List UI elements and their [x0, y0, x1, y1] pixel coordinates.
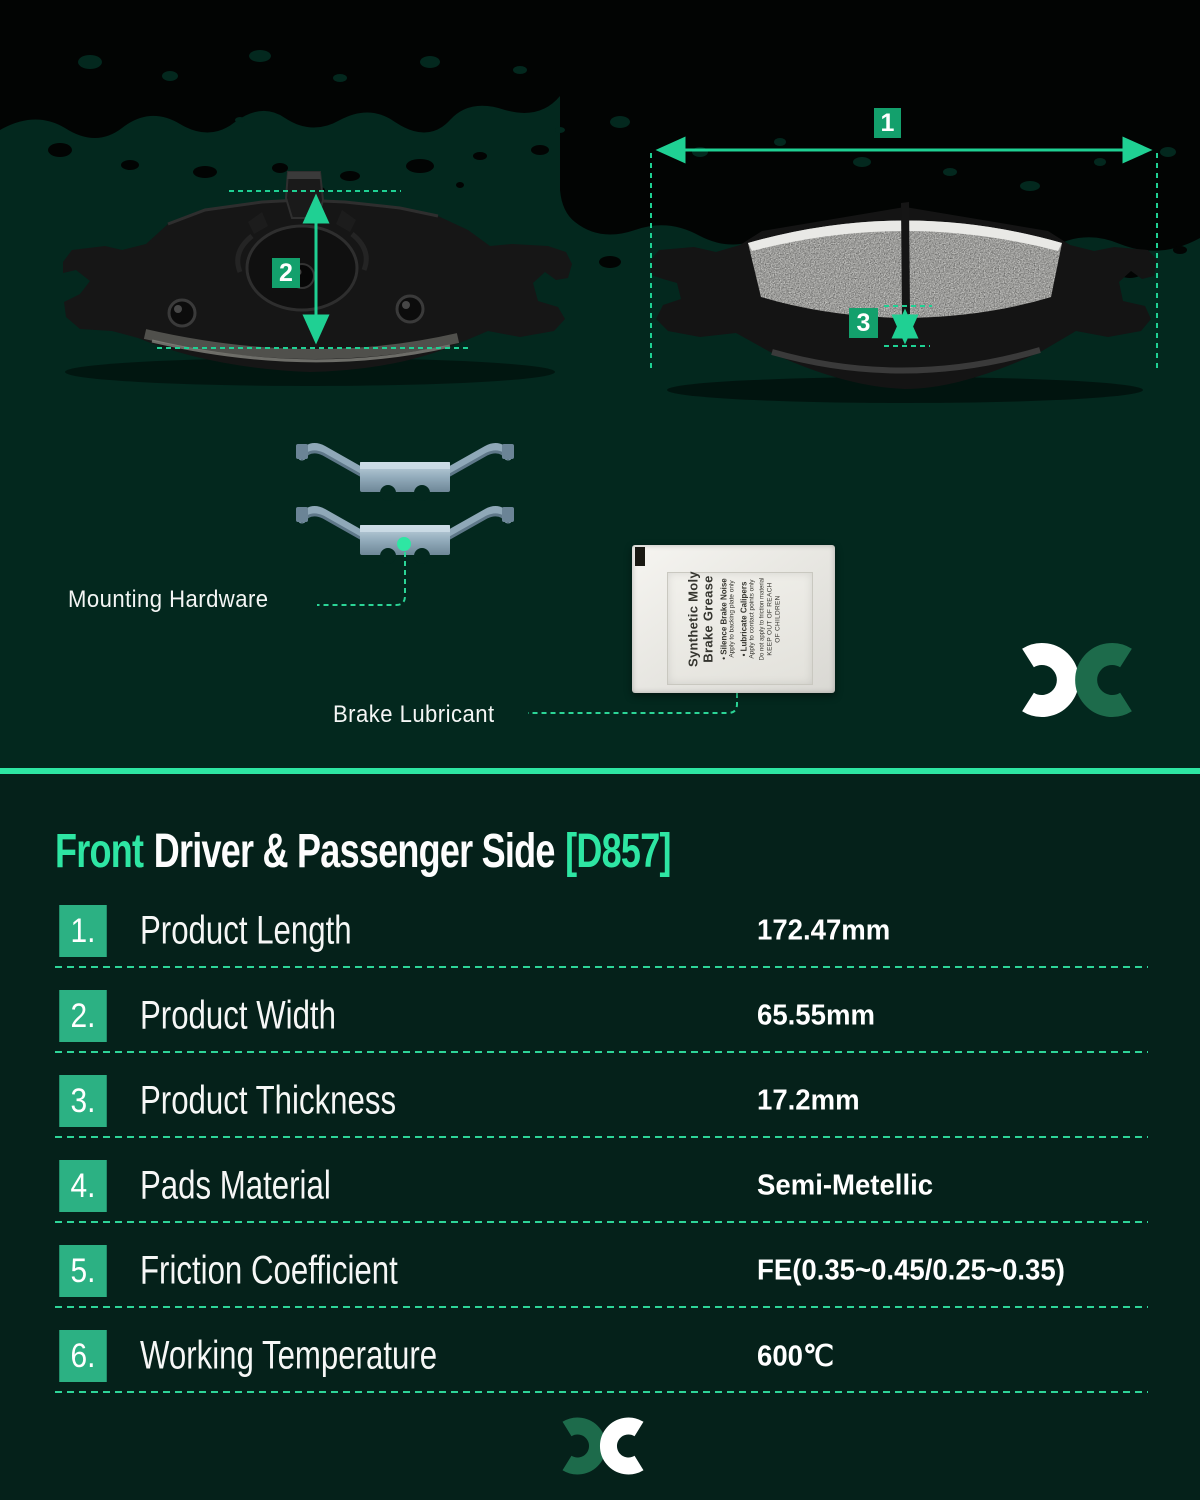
packet-bullet-2-note: Apply to contact points only	[747, 579, 755, 659]
spec-row-value: 17.2mm	[757, 1084, 860, 1117]
spec-row-label: Product Width	[140, 993, 336, 1038]
spec-row-value: FE(0.35~0.45/0.25~0.35)	[757, 1254, 1065, 1287]
spec-row-number: 1.	[59, 905, 107, 957]
packet-title-line1: Synthetic Moly	[684, 571, 700, 667]
spec-row-working-temperature	[0, 1330, 1200, 1382]
spec-row-number: 5.	[59, 1245, 107, 1297]
spec-title-code: [D857]	[565, 825, 671, 878]
spec-title-main: Driver & Passenger Side	[153, 825, 555, 878]
row-separator	[55, 966, 1148, 968]
packet-bullet-1: • Silence Brake Noise	[718, 578, 728, 660]
packet-caution: Do not apply to friction material	[759, 577, 766, 661]
spec-row-pads-material	[0, 1160, 1200, 1212]
spec-row-number: 6.	[59, 1330, 107, 1382]
dc-logo-icon-top	[1028, 654, 1126, 706]
brake-grease-packet	[632, 545, 835, 693]
packet-warning-line1: KEEP OUT OF REACH	[766, 582, 774, 656]
spec-table-section	[0, 774, 1200, 1500]
spec-row-label: Product Thickness	[140, 1078, 397, 1123]
spec-row-product-width	[0, 990, 1200, 1042]
packet-label-text	[686, 557, 781, 681]
clip-pointer-dot	[397, 537, 411, 551]
spec-row-number: 4.	[59, 1160, 107, 1212]
spec-row-number: 3.	[59, 1075, 107, 1127]
mounting-hardware-label: Mounting Hardware	[68, 586, 269, 613]
dimension-badge-1: 1	[874, 108, 901, 138]
spec-row-label: Working Temperature	[140, 1333, 438, 1378]
row-separator	[55, 1306, 1148, 1308]
spec-section-title	[55, 824, 681, 879]
spec-title-highlight: Front	[55, 825, 144, 878]
spec-row-value: 600℃	[757, 1340, 834, 1373]
spec-row-label: Friction Coefficient	[140, 1248, 398, 1293]
row-separator	[55, 1051, 1148, 1053]
packet-tear-tab	[635, 547, 645, 566]
row-separator	[55, 1221, 1148, 1223]
spec-row-product-thickness	[0, 1075, 1200, 1127]
spec-row-number: 2.	[59, 990, 107, 1042]
packet-title-line2: Brake Grease	[699, 575, 715, 663]
dimension-badge-2: 2	[272, 258, 300, 288]
spec-row-label: Pads Material	[140, 1163, 331, 1208]
packet-warning-line2: OF CHILDREN	[773, 595, 781, 643]
packet-bullet-1-note: Apply to backing plate only	[728, 580, 736, 658]
packet-bullet-2: • Lubricate Calipers	[738, 581, 748, 657]
row-separator	[55, 1391, 1148, 1393]
spec-row-value: Semi-Metellic	[757, 1169, 934, 1202]
spec-row-value: 65.55mm	[757, 999, 875, 1032]
spec-row-friction-coefficient	[0, 1245, 1200, 1297]
spec-row-value: 172.47mm	[757, 914, 891, 947]
dc-logo-icon-bottom	[545, 1408, 665, 1484]
row-separator	[55, 1136, 1148, 1138]
brake-lubricant-label: Brake Lubricant	[333, 701, 495, 728]
spec-row-label: Product Length	[140, 908, 352, 953]
spec-row-product-length	[0, 905, 1200, 957]
dimension-badge-3: 3	[849, 308, 878, 338]
